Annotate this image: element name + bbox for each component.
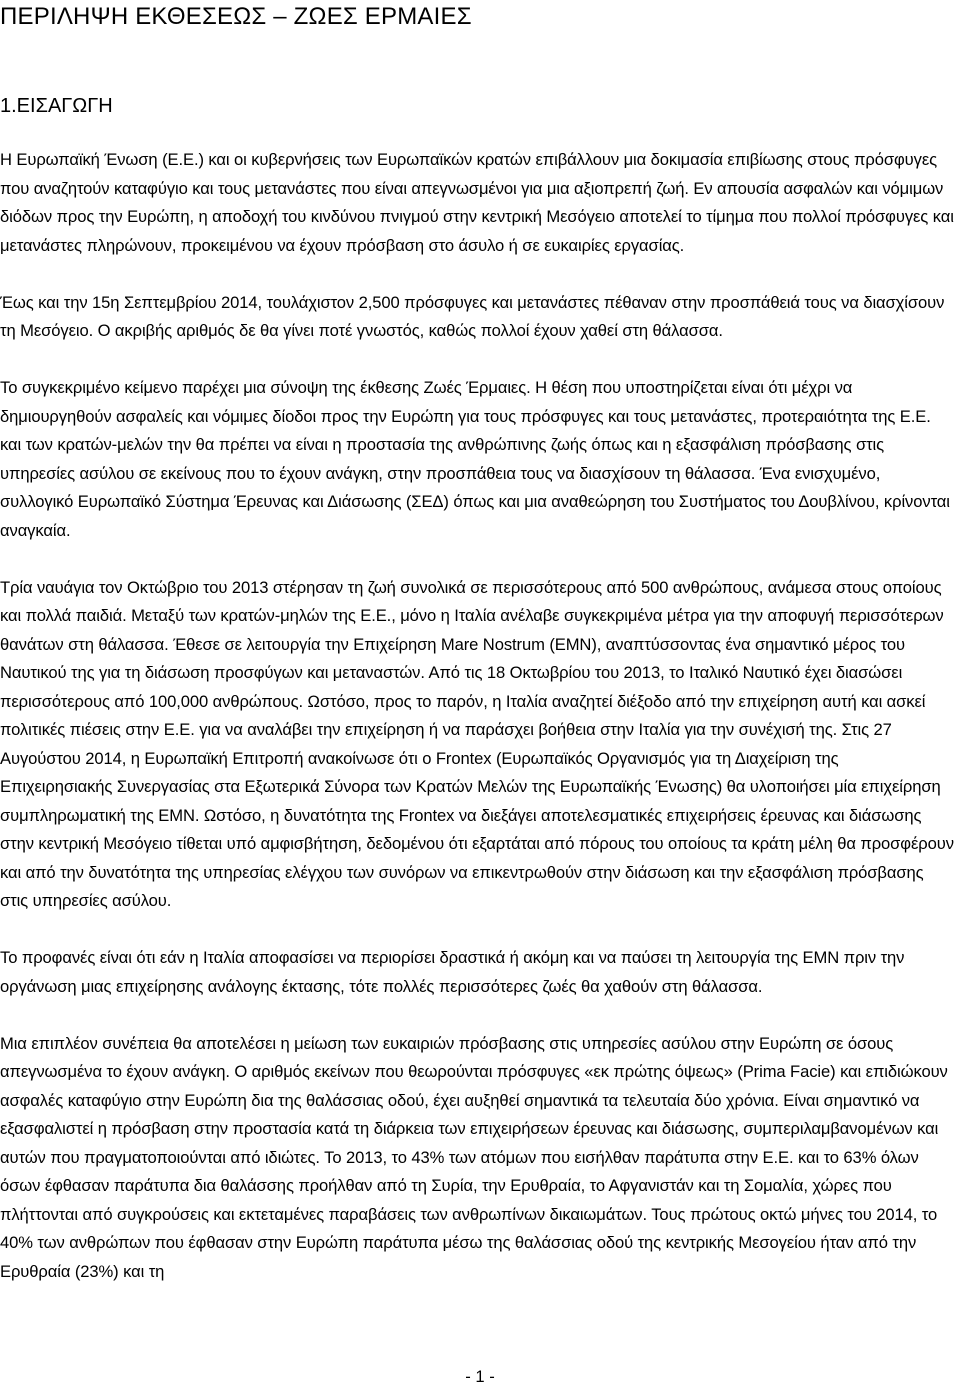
document-body <box>0 146 955 1315</box>
paragraph-4: Τρία ναυάγια τον Οκτώβριο του 2013 στέρησαν τη ζωή συνολικά σε περισσότερους από 500 ανθρώπους, ανάμεσα στους οποίους και πολλά παιδιά. Μεταξύ των κρατών-μηλών της Ε.Ε., μόνο η Ιταλία ανέλαβε συγκεκριμένα μέτρα για την αποφυγή περισσότερων θανάτων στη θάλασσα. Έθεσε σε λειτουργία την Επιχείρηση Mare Nostrum (ΕΜΝ), αναπτύσσοντας ένα σημαντικό μέρος του Ναυτικού της για τη διάσωση προσφύγων και μεταναστών. Από τις 18 Οκτωβρίου του 2013, το Ιταλικό Ναυτικό έχει διασώσει περισσότερους από 100,000 ανθρώπους. Ωστόσο, προς το παρόν, η Ιταλία αναζητεί διέξοδο από την επιχείρηση αυτή και ασκεί πολιτικές πιέσεις στην Ε.Ε. για να αναλάβει την επιχείρηση ή να παράσχει βοήθεια στην Ιταλία για την συνέχισή της. Στις 27 Αυγούστου 2014, η Ευρωπαϊκή Επιτροπή ανακοίνωσε ότι ο Frontex (Ευρωπαϊκός Οργανισμός για τη Διαχείριση της Επιχειρησιακής Συνεργασίας στα Εξωτερικά Σύνορα των Κρατών Μελών της Ευρωπαϊκής Ένωσης) θα υλοποιήσει μία επιχείρηση συμπληρωματική της ΕΜΝ. Ωστόσο, η δυνατότητα της Frontex να διεξάγει αποτελεσματικές επιχειρήσεις έρευνας και διάσωσης στην κεντρική Μεσόγειο τίθεται υπό αμφισβήτηση, δεδομένου ότι εξαρτάται από πόρους του οποίους τα κράτη μέλη θα προσφέρουν και από την δυνατότητα της υπηρεσίας ελέγχου των συνόρων να επικεντρωθούν στην διάσωση και την εξασφάλιση πρόσβασης στις υπηρεσίες ασύλου. <box>0 577 954 910</box>
section-heading-introduction: 1.ΕΙΣΑΓΩΓΗ <box>0 95 113 117</box>
page-number: - 1 - <box>465 1367 495 1386</box>
paragraph-2: Έως και την 15η Σεπτεμβρίου 2014, τουλάχιστον 2,500 πρόσφυγες και μετανάστες πέθαναν στην προσπάθειά τους να διασχίσουν τη Μεσόγειο. Ο ακριβής αριθμός δε θα γίνει ποτέ γνωστός, καθώς πολλοί έχουν χαθεί στη θάλασσα. <box>0 292 945 340</box>
paragraph-6: Μια επιπλέον συνέπεια θα αποτελέσει η μείωση των ευκαιριών πρόσβασης στις υπηρεσίες ασύλου στην Ευρώπη σε όσους απεγνωσμένα το έχουν ανάγκη. Ο αριθμός εκείνων που θεωρούνται πρόσφυγες «εκ πρώτης όψεως» (Prima Facie) και επιδιώκουν ασφαλές καταφύγιο στην Ευρώπη δια της θαλάσσιας οδού, έχει αυξηθεί σημαντικά τα τελευταία δύο χρόνια. Είναι σημαντικό να εξασφαλιστεί η πρόσβαση στην προστασία κατά τη διάρκεια των επιχειρήσεων έρευνας και διάσωσης, συμπεριλαμβανομένων και αυτών που πραγματοποιούνται από ιδιώτες. Το 2013, το 43% των ατόμων που εισήλθαν παράτυπα στην Ε.Ε. και το 63% όλων όσων έφθασαν παράτυπα δια θαλάσσης προήλθαν από τη Συρία, την Ερυθραία, το Αφγανιστάν και τη Σομαλία, χώρες που πλήττονται από συγκρούσεις και εκτεταμένες παραβάσεις των ανθρωπίνων δικαιωμάτων. Τους πρώτους οκτώ μήνες του 2014, το 40% των ανθρώπων που έφθασαν στην Ευρώπη παράτυπα μέσω της θαλάσσιας οδού της κεντρικής Μεσογείου ήταν από την Ερυθραία (23%) και τη <box>0 1033 948 1281</box>
paragraph-3: Το συγκεκριμένο κείμενο παρέχει μια σύνοψη της έκθεσης Ζωές Έρμαιες. Η θέση που υποστηρίζεται είναι ότι μέχρι να δημιουργηθούν ασφαλείς και νόμιμες δίοδοι προς την Ευρώπη για τους πρόσφυγες και τους μετανάστες, προτεραιότητα της Ε.Ε. και των κρατών-μελών την θα πρέπει να είναι η προστασία της ανθρώπινης ζωής όπως και η εξασφάλιση πρόσβασης στις υπηρεσίες ασύλου σε εκείνους που το έχουν ανάγκη, στην προσπάθεια τους να διασχίσουν τη θάλασσα. Ένα ενισχυμένο, συλλογικό Ευρωπαϊκό Σύστημα Έρευνας και Διάσωσης (ΣΕΔ) όπως και μια αναθεώρηση του Συστήματος του Δουβλίνου, κρίνονται αναγκαία. <box>0 378 950 540</box>
document-title: ΠΕΡΙΛΗΨΗ ΕΚΘΕΣΕΩΣ – ΖΩΕΣ ΕΡΜΑΙΕΣ <box>0 3 472 30</box>
paragraph-5: Το προφανές είναι ότι εάν η Ιταλία αποφασίσει να περιορίσει δραστικά ή ακόμη και να παύσει τη λειτουργία της ΕΜΝ πριν την οργάνωση μιας επιχείρησης ανάλογης έκτασης, τότε πολλές περισσότερες ζωές θα χαθούν στη θάλασσα. <box>0 948 905 996</box>
paragraph-1: Η Ευρωπαϊκή Ένωση (Ε.Ε.) και οι κυβερνήσεις των Ευρωπαϊκών κρατών επιβάλλουν μια δοκιμασία επιβίωσης στους πρόσφυγες που αναζητούν καταφύγιο και τους μετανάστες που είναι απεγνωσμένοι για μια αξιοπρεπή ζωή. Εν απουσία ασφαλών και νόμιμων διόδων προς την Ευρώπη, η αποδοχή του κινδύνου πνιγμού στην κεντρική Μεσόγειο αποτελεί το τίμημα που πολλοί πρόσφυγες και μετανάστες πληρώνουν, προκειμένου να έχουν πρόσβαση στο άσυλο ή σε ευκαιρίες εργασίας. <box>0 150 954 255</box>
